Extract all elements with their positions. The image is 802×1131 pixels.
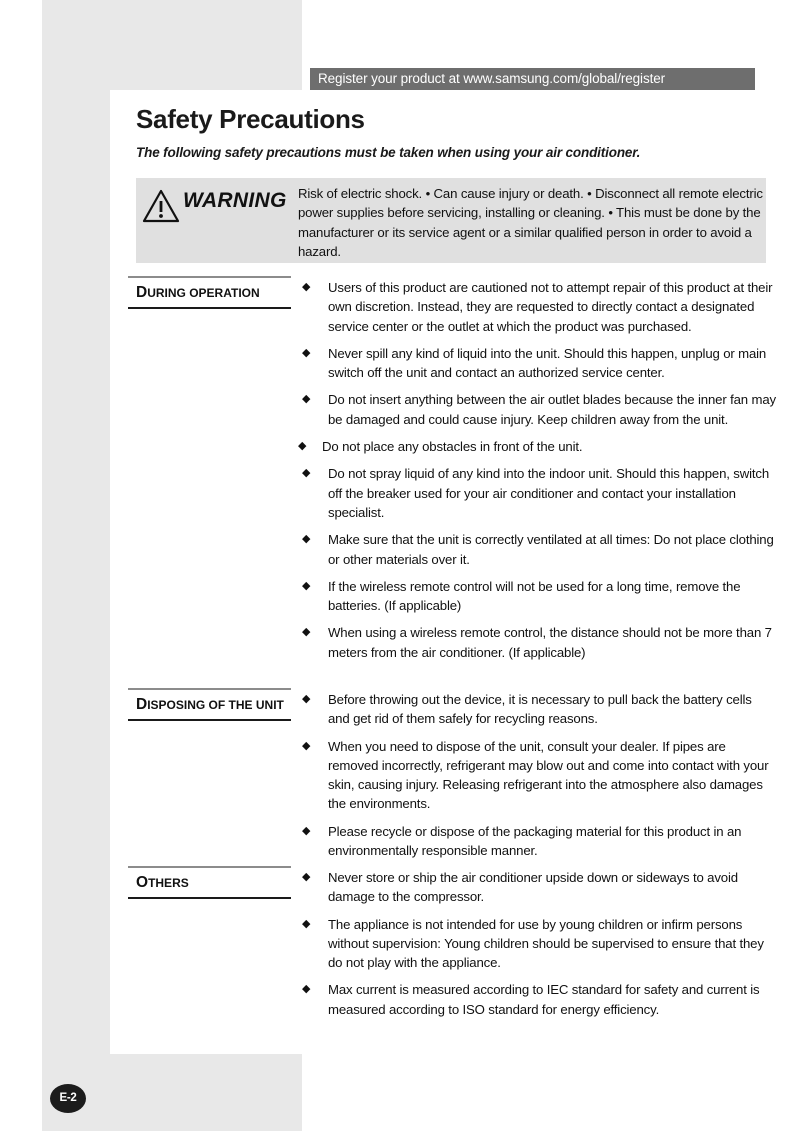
bullet-text: When using a wireless remote control, the distance should not be more than 7 meters from the air conditioner. (If applicable) xyxy=(328,625,772,660)
bullet-diamond-icon: ◆ xyxy=(298,440,307,453)
page-number-badge: E-2 xyxy=(50,1084,86,1113)
bullet-text: Do not place any obstacles in front of the unit. xyxy=(322,439,583,455)
warning-label-group xyxy=(136,178,298,263)
bullet-item xyxy=(296,623,776,662)
bullet-text: Max current is measured according to IEC standard for safety and current is measured according to ISO standard for energy efficiency. xyxy=(328,982,760,1017)
bullet-diamond-icon: ◆ xyxy=(302,824,311,837)
page-margin-top-block xyxy=(42,0,302,90)
bullet-item xyxy=(296,278,776,336)
bullet-item xyxy=(296,980,776,1019)
section-label-initial: D xyxy=(136,284,148,301)
section-label-rest: ISPOSING OF THE UNIT xyxy=(147,698,284,712)
page-margin-left-strip xyxy=(42,90,110,1054)
page-title: Safety Precautions xyxy=(136,104,365,134)
warning-box xyxy=(136,178,766,263)
bullet-text: Never store or ship the air conditioner upside down or sideways to avoid damage to the compressor. xyxy=(328,870,738,905)
bullet-text: Before throwing out the device, it is necessary to pull back the battery cells and get rid of them safely for recycling reasons. xyxy=(328,692,752,727)
bullet-diamond-icon: ◆ xyxy=(302,739,311,752)
bullet-diamond-icon: ◆ xyxy=(302,917,311,930)
bullet-diamond-icon: ◆ xyxy=(302,626,311,639)
bullet-text: When you need to dispose of the unit, consult your dealer. If pipes are removed incorrectly, refrigerant may blow out and come into contact with your skin, causing injury. Releasing refrigerant into the atmosphere also damages the environments. xyxy=(328,738,769,812)
section-label-initial: D xyxy=(136,696,148,713)
bullet-item xyxy=(296,437,776,456)
warning-triangle-icon xyxy=(142,189,180,228)
warning-text: Risk of electric shock. • Can cause injury or death. • Disconnect all remote electric power supplies before servicing, installing or cleaning. • This must be done by the manufacturer or its service agent or a similar qualified person in order to avoid a hazard. xyxy=(298,186,763,259)
bullet-list-others xyxy=(296,868,776,1027)
bullet-text: The appliance is not intended for use by young children or infirm persons without supervision: Young children should be supervised to ensure that they do not play with the appliance. xyxy=(328,916,764,971)
bullet-text: Users of this product are cautioned not to attempt repair of this product at their own discretion. Instead, they are requested to directly contact a designated service center or the outlet at which the product was purchased. xyxy=(328,280,773,334)
bullet-item xyxy=(296,344,776,383)
bullet-item xyxy=(296,690,776,729)
bullet-diamond-icon: ◆ xyxy=(302,693,311,705)
section-rule-bottom xyxy=(128,719,291,721)
bullet-item xyxy=(296,390,776,429)
bullet-text: Please recycle or dispose of the packaging material for this product in an environmentally responsible manner. xyxy=(328,823,742,859)
bullet-list-during-operation xyxy=(296,278,776,670)
bullet-item xyxy=(296,464,776,522)
bullet-item xyxy=(296,530,776,569)
section-label-rest: URING OPERATION xyxy=(147,286,260,300)
page-subtitle: The following safety precautions must be taken when using your air conditioner. xyxy=(136,145,641,160)
register-product-banner: Register your product at www.samsung.com/global/register xyxy=(310,68,755,90)
bullet-diamond-icon: ◆ xyxy=(302,393,311,406)
bullet-item xyxy=(296,737,776,814)
bullet-text: Make sure that the unit is correctly ventilated at all times: Do not place clothing or other materials over it. xyxy=(328,532,774,567)
bullet-item xyxy=(296,822,776,861)
bullet-diamond-icon: ◆ xyxy=(302,467,311,480)
bullet-text: Never spill any kind of liquid into the unit. Should this happen, unplug or main switch off the unit and contact an authorized service center. xyxy=(328,345,767,381)
section-label-rest: THERS xyxy=(148,876,189,890)
bullet-item xyxy=(296,577,776,616)
section-label-during-operation xyxy=(128,278,291,307)
section-header-others xyxy=(128,866,291,899)
bullet-diamond-icon: ◆ xyxy=(302,579,311,592)
section-rule-bottom xyxy=(128,897,291,899)
bullet-text: If the wireless remote control will not be used for a long time, remove the batteries. (If applicable) xyxy=(328,578,741,614)
bullet-diamond-icon: ◆ xyxy=(302,533,311,546)
section-label-others xyxy=(128,868,291,897)
bullet-diamond-icon: ◆ xyxy=(302,871,311,883)
bullet-diamond-icon: ◆ xyxy=(302,281,311,293)
bullet-diamond-icon: ◆ xyxy=(302,346,311,359)
bullet-diamond-icon: ◆ xyxy=(302,983,311,996)
section-header-disposing-of-the-unit xyxy=(128,688,291,721)
bullet-text: Do not insert anything between the air outlet blades because the inner fan may be damaged and could cause injury. Keep children away from the unit. xyxy=(328,392,776,427)
bullet-item xyxy=(296,868,776,907)
warning-label: WARNING xyxy=(183,189,287,212)
bullet-item xyxy=(296,915,776,973)
bullet-text: Do not spray liquid of any kind into the indoor unit. Should this happen, switch off the breaker used for your air conditioner and contact your installation specialist. xyxy=(328,466,770,520)
bullet-list-disposing-of-the-unit xyxy=(296,690,776,868)
section-rule-bottom xyxy=(128,307,291,309)
section-label-disposing-of-the-unit xyxy=(128,690,291,719)
section-label-initial: O xyxy=(136,874,149,891)
section-header-during-operation xyxy=(128,276,291,309)
